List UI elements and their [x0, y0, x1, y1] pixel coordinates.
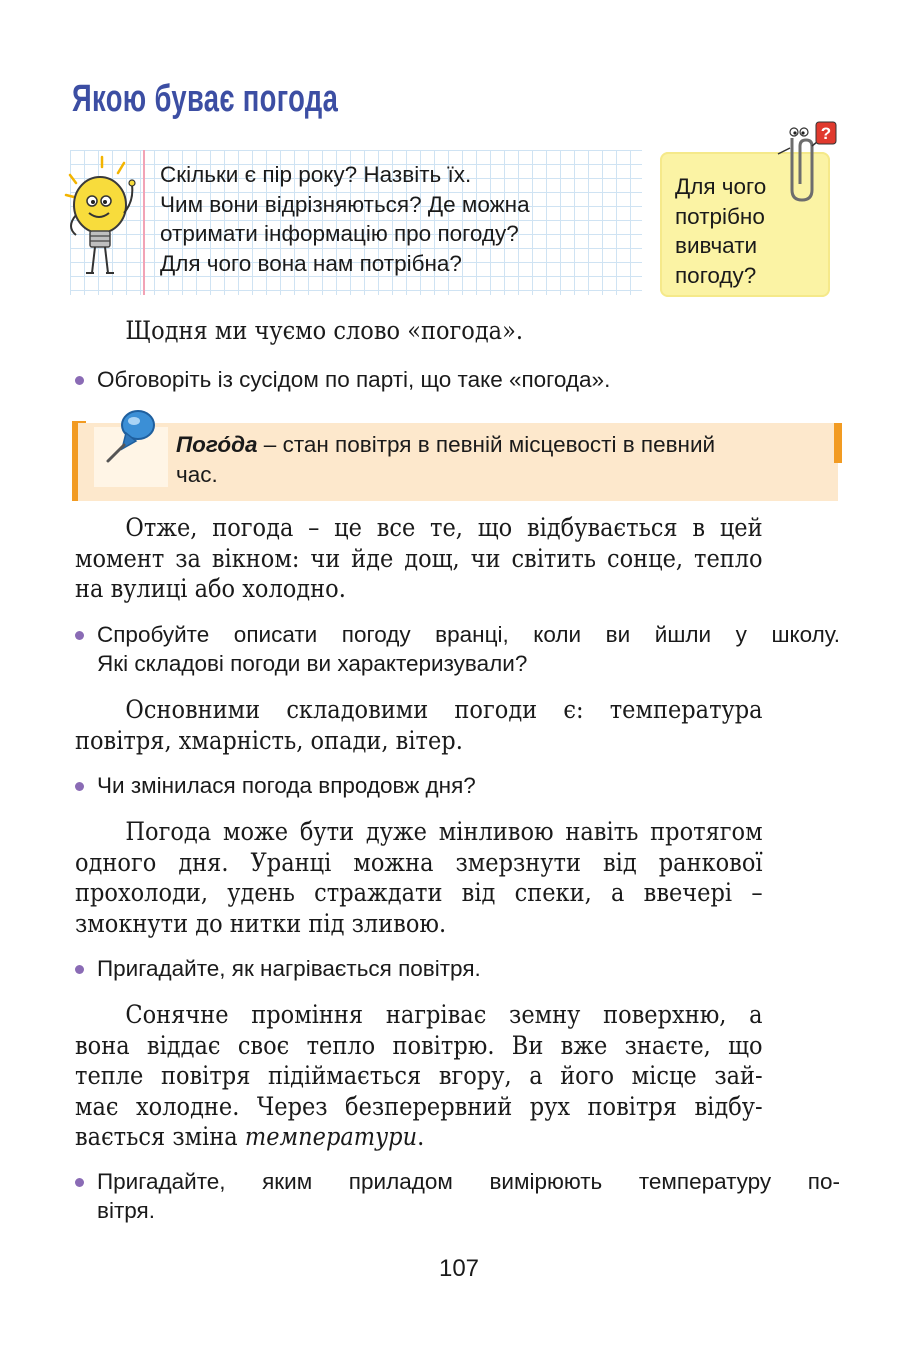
bullet-item — [75, 366, 840, 395]
margin-line — [143, 150, 145, 295]
intro-questions — [160, 160, 630, 278]
text-line: змокнути до нитки під зливою. — [75, 908, 447, 938]
paragraph — [75, 695, 763, 756]
bullet-text: Пригадайте, яким приладом вимірюють температуру по- — [97, 1169, 840, 1194]
text-line: Щодня ми чуємо слово «погода». — [125, 316, 524, 345]
bullet-item — [75, 621, 840, 678]
note-line: Для чого — [675, 174, 767, 199]
lightbulb-icon — [62, 155, 142, 280]
paragraph — [75, 817, 763, 939]
note-line: потрібно — [675, 203, 765, 229]
paragraph — [75, 513, 763, 605]
text-line: одного дня. Уранці можна змерзнути від ранкової — [75, 847, 763, 877]
bullet-dot — [75, 376, 84, 385]
bullet-text: вітря. — [97, 1197, 155, 1223]
text-line: вона віддає своє тепло повітрю. Ви вже знаєте, що — [75, 1030, 763, 1060]
paragraph — [75, 316, 763, 347]
bullet-item — [75, 772, 840, 801]
definition-text — [176, 430, 836, 489]
intro-question-line: Скільки є пір року? Назвіть їх. — [160, 162, 472, 187]
note-line: вивчати — [675, 233, 758, 258]
bullet-dot — [75, 631, 84, 640]
text-segment: . — [417, 1122, 425, 1151]
text-line: повітря, хмарність, опади, вітер. — [75, 725, 463, 755]
text-line — [75, 1122, 763, 1153]
text-line: на вулиці або холодно. — [75, 574, 346, 603]
page-title: Якою буває погода — [72, 78, 339, 120]
text-line: Основними складовими погоди є: температура — [125, 695, 763, 724]
intro-question-line: Для чого вона нам потрібна? — [160, 250, 462, 276]
text-segment: вається зміна — [75, 1122, 245, 1151]
bullet-dot — [75, 1178, 84, 1187]
intro-question-line: Чим вони відрізняються? Де можна — [160, 191, 530, 217]
text-line: прохолоди, удень страждати від спеки, а ввечері – — [75, 878, 763, 907]
bullet-text: Чи змінилася погода впродовж дня? — [97, 773, 476, 798]
bullet-item — [75, 955, 840, 984]
pushpin-icon — [100, 405, 164, 469]
bullet-text: Обговоріть із сусідом по парті, що таке «погода». — [97, 367, 611, 392]
italic-term: температури — [244, 1122, 418, 1151]
text-line: тепле повітря підіймається вгору, а його місце зай- — [75, 1061, 763, 1090]
bullet-text: Пригадайте, як нагрівається повітря. — [97, 956, 481, 981]
bullet-text: Спробуйте описати погоду вранці, коли ви йшли у школу. — [97, 622, 840, 647]
intro-question-line: отримати інформацію про погоду? — [160, 221, 519, 246]
bullet-dot — [75, 965, 84, 974]
paragraph — [75, 1000, 763, 1153]
text-line: Отже, погода – це все те, що відбувається в цей — [125, 513, 763, 542]
text-line: має холодне. Через безперервний рух повітря відбу- — [75, 1091, 763, 1121]
note-line: погоду? — [675, 262, 757, 288]
bullet-dot — [75, 782, 84, 791]
definition-body-end: час. — [176, 461, 218, 487]
definition-body: – стан повітря в певній місцевості в певний — [257, 432, 716, 457]
text-line: Сонячне проміння нагріває земну поверхню, а — [125, 1000, 763, 1029]
question-mark: ? — [820, 124, 832, 143]
bullet-item — [75, 1168, 840, 1225]
paperclip-icon — [770, 118, 840, 208]
definition-term: Пого́да — [176, 432, 258, 457]
bullet-text: Які складові погоди ви характеризували? — [97, 650, 528, 676]
page-number: 107 — [438, 1255, 480, 1282]
text-line: Погода може бути дуже мінливою навіть протягом — [125, 817, 763, 846]
text-line: момент за вікном: чи йде дощ, чи світить сонце, тепло — [75, 543, 763, 573]
